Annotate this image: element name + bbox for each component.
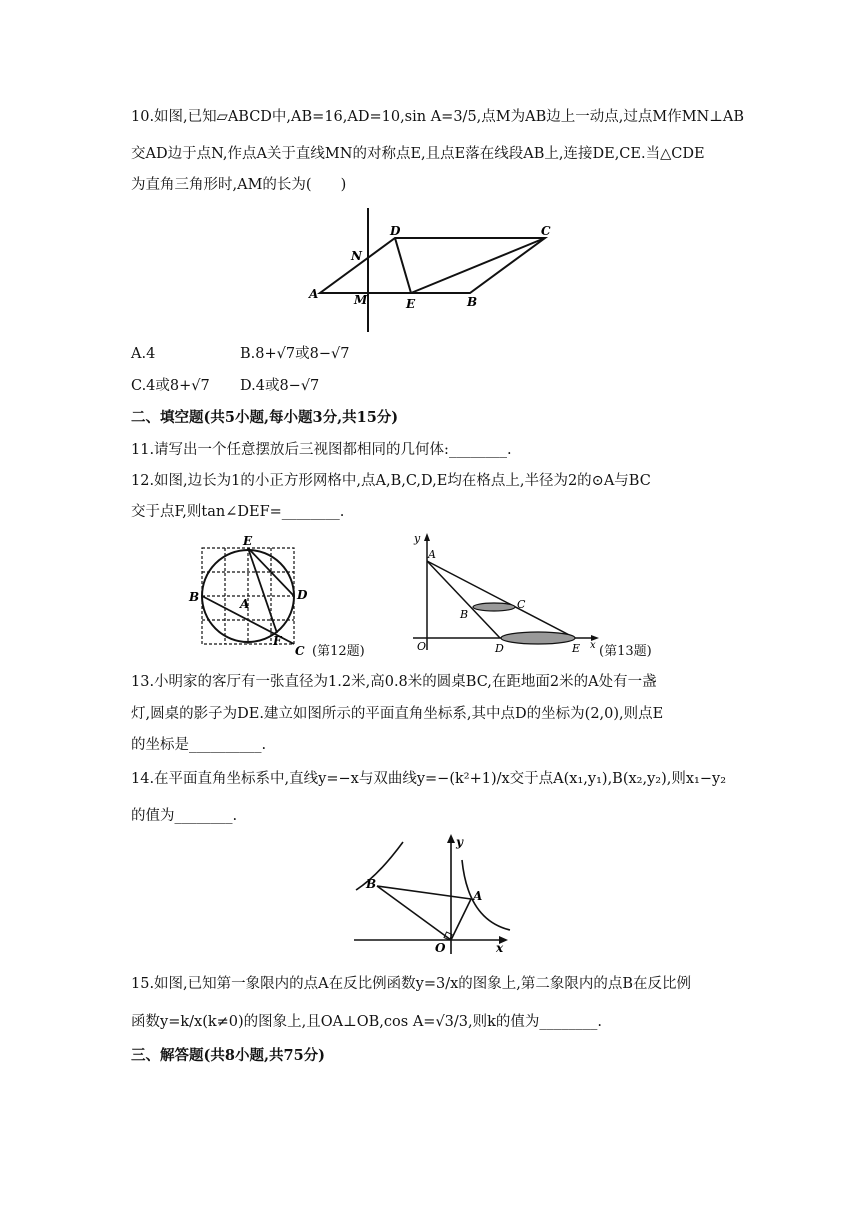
q14-line2: 的值为________. (131, 808, 238, 824)
label-d: D (390, 224, 401, 238)
label-a: A (240, 597, 250, 611)
label-b: B (467, 295, 478, 309)
table-top-bc (473, 603, 515, 611)
label-a: A (473, 889, 483, 903)
label-o: O (417, 640, 427, 653)
segment-ce (411, 238, 545, 293)
segment-de (395, 238, 411, 293)
label-d: D (495, 642, 504, 655)
y-axis-arrow (447, 834, 455, 843)
q15-line2: 函数y=k/x(k≠0)的图象上,且OA⊥OB,cos A=√3/3,则k的值为________. (131, 1014, 603, 1030)
q10-option-d: D.4或8−√7 (240, 378, 320, 394)
label-f: F (273, 634, 282, 648)
label-e: E (572, 642, 581, 655)
y-axis-arrow (424, 533, 430, 541)
label-e: E (406, 297, 416, 311)
hyperbola-figure (350, 830, 520, 960)
label-a: A (428, 548, 436, 561)
q10-option-b: B.8+√7或8−√7 (240, 346, 350, 362)
label-b: B (366, 877, 377, 891)
label-c: C (295, 644, 305, 658)
q10-option-c: C.4或8+√7 (131, 378, 210, 394)
q10-line2: 交AD边于点N,作点A关于直线MN的对称点E,且点E落在线段AB上,连接DE,CE.当△CDE (131, 146, 705, 162)
curve-second-quadrant (356, 842, 403, 890)
q14-line1: 14.在平面直角坐标系中,直线y=−x与双曲线y=−(k²+1)/x交于点A(x₁,y₁),B(x₂,y₂),则x₁−y₂ (131, 771, 727, 787)
q10-line1: 10.如图,已知▱ABCD中,AB=16,AD=10,sin A=3/5,点M为AB边上一动点,过点M作MN⊥AB (131, 109, 745, 125)
ray-ae (427, 561, 575, 638)
label-x: x (590, 640, 596, 651)
q10-option-a: A.4 (131, 346, 156, 362)
label-y: y (456, 835, 463, 849)
q15-line1: 15.如图,已知第一象限内的点A在反比例函数y=3/x的图象上,第二象限内的点B在反比例 (131, 976, 692, 992)
q12-line1: 12.如图,边长为1的小正方形网格中,点A,B,C,D,E均在格点上,半径为2的⊙A与BC (131, 473, 651, 489)
segment-oa (451, 899, 471, 940)
lamp-shadow-figure (405, 530, 605, 660)
label-b: B (189, 590, 200, 604)
label-x: x (496, 941, 504, 955)
label-m: M (354, 293, 368, 307)
q10-line3: 为直角三角形时,AM的长为( ) (131, 177, 347, 193)
shadow-de (501, 632, 575, 644)
label-o: O (435, 941, 446, 955)
parallelogram-figure (305, 200, 565, 340)
q13-line2: 灯,圆桌的影子为DE.建立如图所示的平面直角坐标系,其中点D的坐标为(2,0),则点E (131, 706, 664, 722)
section-3-heading: 三、解答题(共8小题,共75分) (131, 1047, 326, 1064)
q12-line2: 交于点F,则tan∠DEF=________. (131, 504, 345, 520)
label-b: B (460, 608, 469, 621)
grid-circle-figure (185, 535, 315, 660)
label-c: C (517, 598, 526, 611)
ray-ad (427, 561, 500, 638)
q12-caption: (第12题) (312, 644, 365, 659)
label-a: A (309, 287, 319, 301)
label-e: E (243, 535, 253, 548)
section-2-heading: 二、填空题(共5小题,每小题3分,共15分) (131, 409, 399, 426)
curve-first-quadrant (462, 860, 510, 930)
label-d: D (297, 588, 308, 602)
q13-line1: 13.小明家的客厅有一张直径为1.2米,高0.8米的圆桌BC,在距地面2米的A处有一盏 (131, 674, 657, 690)
q13-caption: (第13题) (599, 644, 652, 659)
label-c: C (541, 224, 551, 238)
q11-text: 11.请写出一个任意摆放后三视图都相同的几何体:________. (131, 442, 512, 458)
label-n: N (351, 249, 362, 263)
label-y: y (414, 532, 421, 545)
q13-line3: 的坐标是__________. (131, 737, 267, 753)
